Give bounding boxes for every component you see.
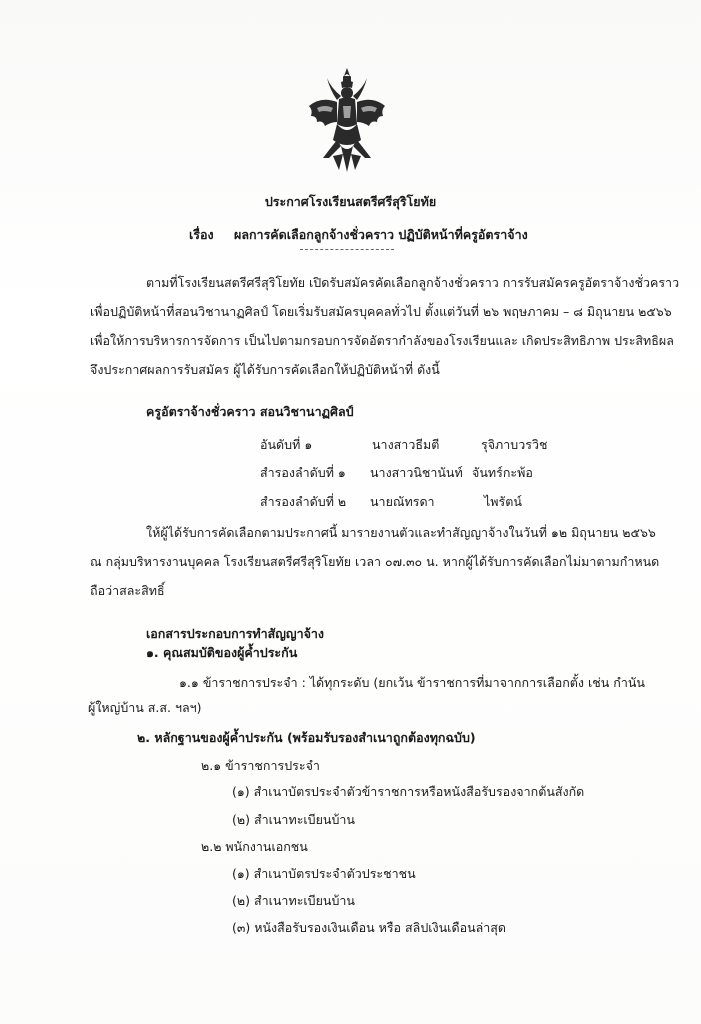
candidate-surname: รุจิภาบวรวิช bbox=[481, 437, 548, 452]
section-1-1-line-b: ผู้ใหญ่บ้าน ส.ส. ฯลฯ) bbox=[88, 700, 202, 715]
candidate-surname: ไพรัตน์ bbox=[484, 494, 522, 509]
section-2-2-item: (๓) หนังสือรับรองเงินเดือน หรือ สลิปเงินเดือนล่าสุด bbox=[232, 920, 507, 935]
intro-line-1: ตามที่โรงเรียนสตรีศรีสุริโยทัย เปิดรับสมัครคัดเลือกลูกจ้างชั่วคราว การรับสมัครครูอัตราจ้างชั่วคราว bbox=[146, 275, 680, 290]
intro-line-4: จึงประกาศผลการรับสมัคร ผู้ได้รับการคัดเลือกให้ปฏิบัติหน้าที่ ดังนี้ bbox=[90, 362, 440, 377]
section-2-2-item: (๑) สำเนาบัตรประจำตัวประชาชน bbox=[232, 866, 416, 881]
subject-text: ผลการคัดเลือกลูกจ้างชั่วคราว ปฏิบัติหน้าที่ครูอัตราจ้าง bbox=[234, 227, 528, 242]
candidate-name: นางสาวนิชานันท์ bbox=[370, 465, 463, 480]
rank-label: สำรองลำดับที่ ๑ bbox=[260, 465, 346, 480]
candidate-surname: จันทร์กะพ้อ bbox=[472, 465, 533, 480]
report-line-3: ถือว่าสละสิทธิ์ bbox=[90, 583, 165, 598]
section-2-2-item: (๒) สำเนาทะเบียนบ้าน bbox=[232, 893, 355, 908]
section-2-1-item: (๑) สำเนาบัตรประจำตัวข้าราชการหรือหนังสือรับรองจากต้นสังกัด bbox=[232, 784, 585, 799]
section-2-1-item: (๒) สำเนาทะเบียนบ้าน bbox=[232, 812, 355, 827]
document-title: ประกาศโรงเรียนสตรีศรีสุริโยทัย bbox=[264, 194, 437, 209]
section-2-1-title: ๒.๑ ข้าราชการประจำ bbox=[201, 758, 320, 773]
rank-label: สำรองลำดับที่ ๒ bbox=[260, 494, 347, 509]
position-heading: ครูอัตราจ้างชั่วคราว สอนวิชานาฏศิลป์ bbox=[146, 404, 354, 419]
section-1-1-line-a: ๑.๑ ข้าราชการประจำ : ได้ทุกระดับ (ยกเว้น ข้าราชการที่มาจากการเลือกตั้ง เช่น กำนัน bbox=[179, 675, 645, 690]
candidate-name: นางสาวธีมตี bbox=[372, 437, 440, 452]
intro-line-2: เพื่อปฏิบัติหน้าที่สอนวิชานาฏศิลป์ โดยเริ่มรับสมัครบุคคลทั่วไป ตั้งแต่วันที่ ๒๖ พฤษภาคม – ๘ มิถุนายน ๒๕๖๖ bbox=[90, 304, 672, 319]
documents-heading: เอกสารประกอบการทำสัญญาจ้าง bbox=[146, 626, 325, 641]
subject-label: เรื่อง bbox=[189, 227, 214, 242]
report-line-1: ให้ผู้ได้รับการคัดเลือกตามประกาศนี้ มารายงานตัวและทำสัญญาจ้างในวันที่ ๑๒ มิถุนายน ๒๕๖๖ bbox=[146, 525, 656, 540]
section-1-title: ๑. คุณสมบัติของผู้ค้ำประกัน bbox=[146, 645, 298, 660]
title-separator bbox=[300, 249, 394, 250]
section-2-2-title: ๒.๒ พนักงานเอกชน bbox=[201, 839, 308, 854]
report-line-2: ณ กลุ่มบริหารงานบุคคล โรงเรียนสตรีศรีสุริโยทัย เวลา ๐๗.๓๐ น. หากผู้ได้รับการคัดเลือกไม่มาตามกำหนด bbox=[90, 554, 660, 569]
rank-label: อันดับที่ ๑ bbox=[260, 437, 313, 452]
candidate-name: นายณัทรดา bbox=[370, 494, 435, 509]
section-2-title: ๒. หลักฐานของผู้ค้ำประกัน (พร้อมรับรองสำเนาถูกต้องทุกฉบับ) bbox=[137, 730, 476, 745]
garuda-emblem-icon bbox=[303, 66, 391, 178]
intro-line-3: เพื่อให้การบริหารการจัดการ เป็นไปตามกรอบการจัดอัตรากำลังของโรงเรียนและ เกิดประสิทธิภาพ ประสิทธิผล bbox=[90, 333, 674, 348]
